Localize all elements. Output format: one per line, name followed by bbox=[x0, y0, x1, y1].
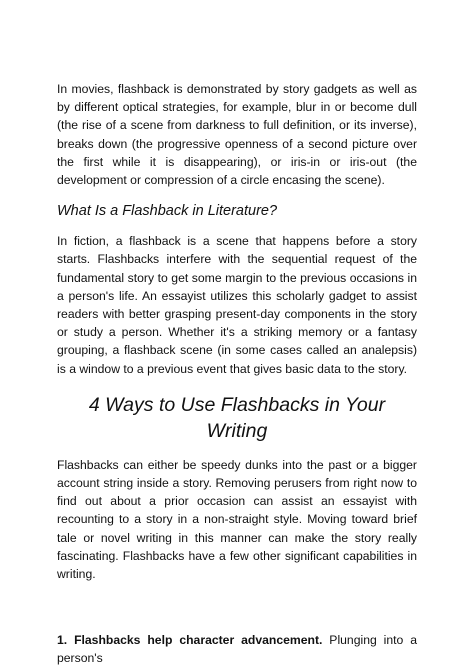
flashback-definition-paragraph: In fiction, a flashback is a scene that happens before a story starts. Flashbacks interfere with the sequential request of the fundamental story to get some margin to the previous occasions in a person's life. An essayist utilizes this scholarly gadget to assist readers with better grasping present-day components in the story or study a person. Whether it's a striking memory or a fantasy grouping, a flashback scene (in some cases called an analepsis) is a window to a previous event that gives basic data to the story. bbox=[57, 234, 417, 376]
flashback-uses-paragraph: Flashbacks can either be speedy dunks into the past or a bigger account string inside a story. Removing perusers from right now to find out about a prior occasion can assist an essayist with recounting to a story in a non-straight style. Moving toward brief tale or novel writing in this manner can make the story really fascinating. Flashbacks have a few other significant capabilities in writing. bbox=[57, 457, 417, 582]
list-item-1-text: Plunging into a person's bbox=[57, 633, 417, 666]
main-heading-ways: 4 Ways to Use Flashbacks in Your Writing bbox=[88, 393, 386, 442]
intro-paragraph: In movies, flashback is demonstrated by story gadgets as well as by different optical strategies, for example, blur in or become dull (the rise of a scene from darkness to full definition, or its inverse), breaks down (the progressive openness of a second picture over the first while it is disappearing), or iris-in or iris-out (the development or compression of a circle encasing the scene). bbox=[57, 82, 417, 188]
list-item-1 bbox=[57, 631, 417, 667]
section-heading-flashback-literature: What Is a Flashback in Literature? bbox=[57, 203, 278, 220]
list-item-1-title: 1. Flashbacks help character advancement. bbox=[57, 633, 323, 648]
